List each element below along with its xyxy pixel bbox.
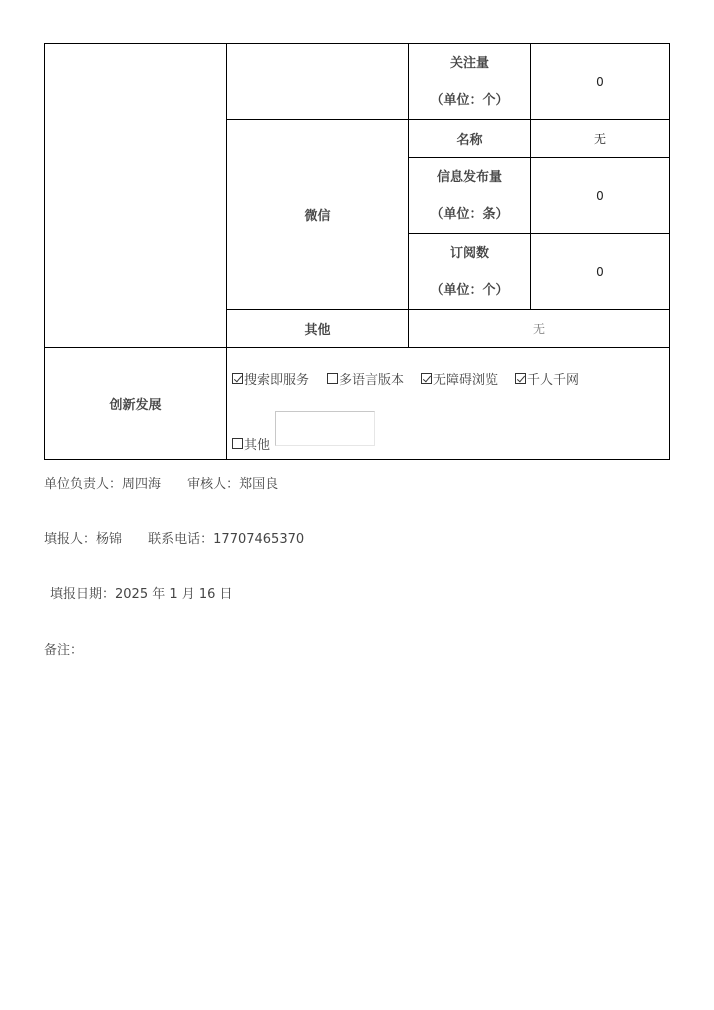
wechat-label: 微信 xyxy=(304,209,331,224)
other-value: 无 xyxy=(532,322,545,336)
option-label: 千人千网 xyxy=(527,373,580,388)
subs-label-cell xyxy=(409,234,530,309)
option-label: 其他 xyxy=(244,438,271,453)
table-border-bottom xyxy=(44,459,670,460)
subs-value: 0 xyxy=(596,264,604,279)
innovation-label: 创新发展 xyxy=(109,398,162,413)
follower-value: 0 xyxy=(596,74,604,89)
option-label: 无障碍浏览 xyxy=(433,373,499,388)
unit-head: 单位负责人：周四海 xyxy=(44,477,162,492)
option-search-as-service[interactable] xyxy=(232,369,309,388)
table-border-right xyxy=(669,43,670,460)
posts-unit: （单位：条） xyxy=(430,206,509,222)
other-text-field[interactable] xyxy=(275,411,375,446)
checkbox-checked-icon[interactable] xyxy=(232,373,243,384)
fill-date: 填报日期：2025 年 1 月 16 日 xyxy=(50,587,233,602)
name-label: 名称 xyxy=(456,133,483,148)
checkbox-checked-icon[interactable] xyxy=(421,373,432,384)
option-multilingual[interactable] xyxy=(327,369,404,388)
phone: 联系电话：17707465370 xyxy=(148,532,305,547)
checkbox-unchecked-icon[interactable] xyxy=(232,438,243,449)
follower-unit: （单位：个） xyxy=(430,92,509,108)
posts-value: 0 xyxy=(596,188,604,203)
filler: 填报人：杨锦 xyxy=(44,532,123,547)
remarks: 备注： xyxy=(44,643,84,658)
filler-line xyxy=(44,528,304,547)
follower-label-cell xyxy=(409,44,530,119)
signoff-line xyxy=(44,473,278,492)
posts-label: 信息发布量 xyxy=(436,169,502,185)
option-label: 多语言版本 xyxy=(339,373,405,388)
checkbox-checked-icon[interactable] xyxy=(515,373,526,384)
posts-label-cell xyxy=(409,158,530,233)
name-value: 无 xyxy=(593,132,606,146)
subs-label: 订阅数 xyxy=(449,245,489,261)
option-personalized[interactable] xyxy=(515,369,579,388)
other-label: 其他 xyxy=(304,323,331,338)
option-label: 搜索即服务 xyxy=(244,373,310,388)
subs-unit: （单位：个） xyxy=(430,282,509,298)
follower-label: 关注量 xyxy=(449,55,489,71)
option-other[interactable] xyxy=(232,434,270,453)
reviewer: 审核人：郑国良 xyxy=(187,477,279,492)
option-accessibility[interactable] xyxy=(421,369,498,388)
checkbox-unchecked-icon[interactable] xyxy=(327,373,338,384)
